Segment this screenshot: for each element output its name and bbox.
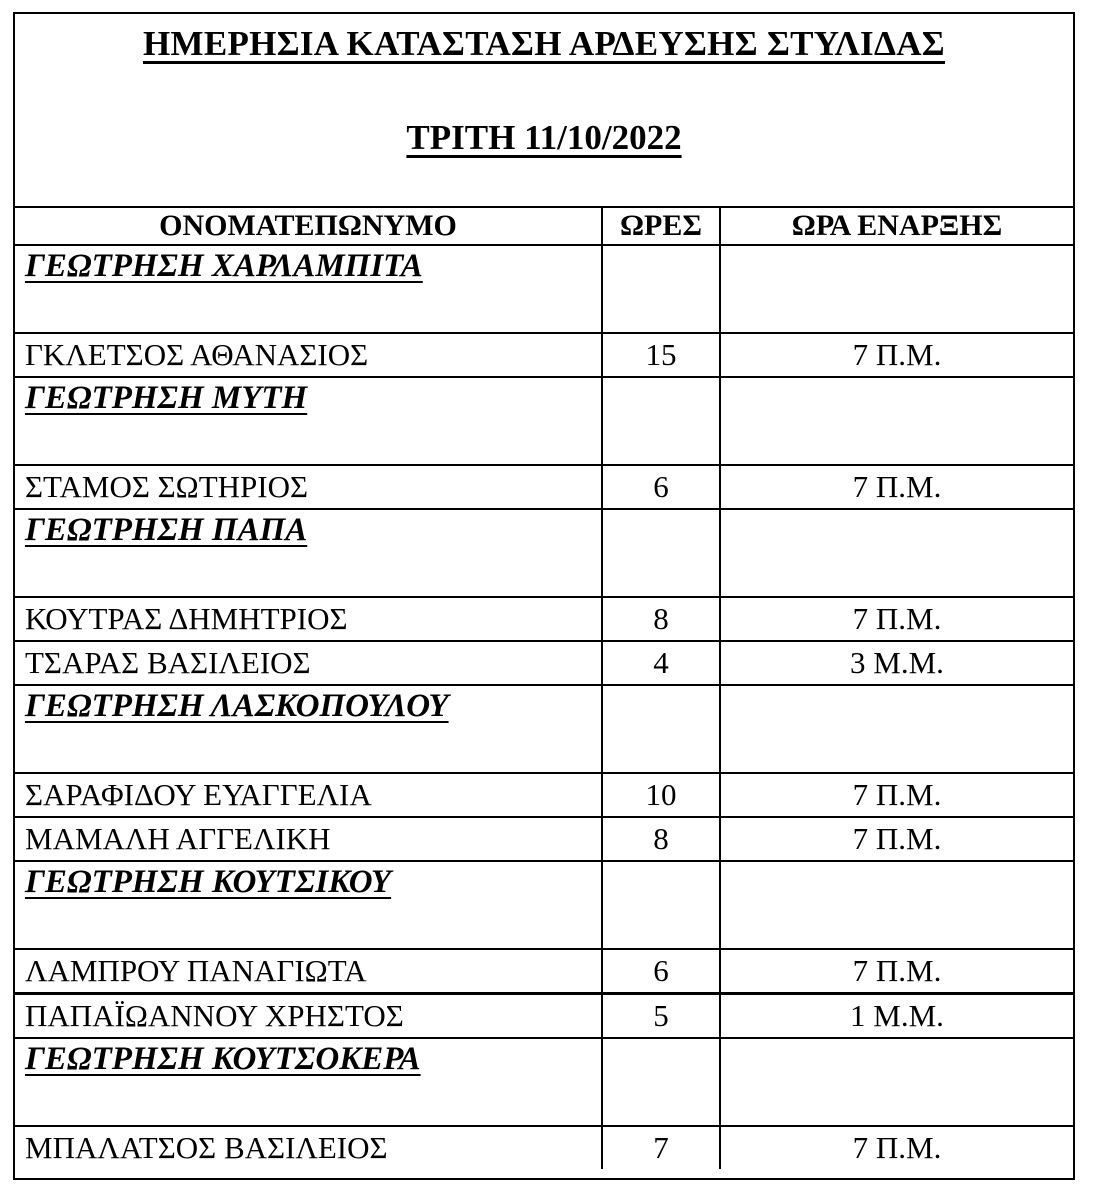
borehole-name: ΓΕΩΤΡΗΣΗ ΚΟΥΤΣΟΚΕΡΑ bbox=[25, 1041, 421, 1077]
borehole-name: ΓΕΩΤΡΗΣΗ ΜΥΤΗ bbox=[25, 380, 308, 416]
person-name: ΜΑΜΑΛΗ ΑΓΓΕΛΙΚΗ bbox=[15, 817, 602, 861]
column-header-start-time: ΩΡΑ ΕΝΑΡΞΗΣ bbox=[720, 208, 1073, 245]
person-name: ΓΚΛΕΤΣΟΣ ΑΘΑΝΑΣΙΟΣ bbox=[15, 333, 602, 377]
start-time-value: 7 Π.Μ. bbox=[720, 597, 1073, 641]
person-name: ΚΟΥΤΡΑΣ ΔΗΜΗΤΡΙΟΣ bbox=[15, 597, 602, 641]
hours-value: 8 bbox=[602, 597, 720, 641]
start-time-value: 7 Π.Μ. bbox=[720, 333, 1073, 377]
empty-cell bbox=[602, 685, 720, 773]
hours-value: 6 bbox=[602, 949, 720, 994]
hours-value: 15 bbox=[602, 333, 720, 377]
hours-value: 6 bbox=[602, 465, 720, 509]
column-header-hours: ΩΡΕΣ bbox=[602, 208, 720, 245]
empty-cell bbox=[602, 245, 720, 333]
empty-cell bbox=[602, 509, 720, 597]
empty-cell bbox=[720, 509, 1073, 597]
start-time-value: 1 Μ.Μ. bbox=[720, 994, 1073, 1039]
column-header-name: ΟΝΟΜΑΤΕΠΩΝΥΜΟ bbox=[15, 208, 602, 245]
hours-value: 4 bbox=[602, 641, 720, 685]
borehole-group-row bbox=[15, 861, 1073, 949]
empty-cell bbox=[720, 685, 1073, 773]
borehole-group-row bbox=[15, 245, 1073, 333]
borehole-group-row bbox=[15, 377, 1073, 465]
hours-value: 8 bbox=[602, 817, 720, 861]
document-date: ΤΡΙΤΗ 11/10/2022 bbox=[406, 118, 682, 157]
person-name: ΣΑΡΑΦΙΔΟΥ ΕΥΑΓΓΕΛΙΑ bbox=[15, 773, 602, 817]
borehole-group-row bbox=[15, 1038, 1073, 1126]
document-title: ΗΜΕΡΗΣΙΑ ΚΑΤΑΣΤΑΣΗ ΑΡΔΕΥΣΗΣ ΣΤΥΛΙΔΑΣ bbox=[143, 24, 945, 63]
empty-cell bbox=[602, 861, 720, 949]
start-time-value: 7 Π.Μ. bbox=[720, 949, 1073, 994]
borehole-name-cell bbox=[15, 509, 602, 597]
borehole-group-row bbox=[15, 685, 1073, 773]
borehole-name: ΓΕΩΤΡΗΣΗ ΚΟΥΤΣΙΚΟΥ bbox=[25, 864, 392, 900]
borehole-group-row bbox=[15, 509, 1073, 597]
start-time-value: 7 Π.Μ. bbox=[720, 773, 1073, 817]
table-row bbox=[15, 1126, 1073, 1169]
table-row bbox=[15, 773, 1073, 817]
start-time-value: 7 Π.Μ. bbox=[720, 1126, 1073, 1169]
borehole-name-cell bbox=[15, 377, 602, 465]
empty-cell bbox=[720, 1038, 1073, 1126]
person-name: ΛΑΜΠΡΟΥ ΠΑΝΑΓΙΩΤΑ bbox=[15, 949, 602, 994]
table-header-row bbox=[15, 208, 1073, 245]
start-time-value: 3 Μ.Μ. bbox=[720, 641, 1073, 685]
empty-cell bbox=[602, 1038, 720, 1126]
table-row bbox=[15, 333, 1073, 377]
hours-value: 10 bbox=[602, 773, 720, 817]
hours-value: 7 bbox=[602, 1126, 720, 1169]
borehole-name: ΓΕΩΤΡΗΣΗ ΛΑΣΚΟΠΟΥΛΟΥ bbox=[25, 688, 449, 724]
schedule-table bbox=[15, 208, 1073, 1169]
start-time-value: 7 Π.Μ. bbox=[720, 465, 1073, 509]
table-row bbox=[15, 994, 1073, 1039]
borehole-name: ΓΕΩΤΡΗΣΗ ΧΑΡΛΑΜΠΙΤΑ bbox=[25, 248, 423, 284]
document-header bbox=[15, 14, 1073, 208]
person-name: ΠΑΠΑΪΩΑΝΝΟΥ ΧΡΗΣΤΟΣ bbox=[15, 994, 602, 1039]
empty-cell bbox=[720, 377, 1073, 465]
table-row bbox=[15, 597, 1073, 641]
table-row bbox=[15, 465, 1073, 509]
person-name: ΣΤΑΜΟΣ ΣΩΤΗΡΙΟΣ bbox=[15, 465, 602, 509]
table-row bbox=[15, 641, 1073, 685]
person-name: ΜΠΑΛΑΤΣΟΣ ΒΑΣΙΛΕΙΟΣ bbox=[15, 1126, 602, 1169]
start-time-value: 7 Π.Μ. bbox=[720, 817, 1073, 861]
empty-cell bbox=[602, 377, 720, 465]
empty-cell bbox=[720, 861, 1073, 949]
empty-cell bbox=[720, 245, 1073, 333]
hours-value: 5 bbox=[602, 994, 720, 1039]
irrigation-schedule-sheet bbox=[13, 12, 1075, 1180]
borehole-name-cell bbox=[15, 1038, 602, 1126]
borehole-name-cell bbox=[15, 245, 602, 333]
person-name: ΤΣΑΡΑΣ ΒΑΣΙΛΕΙΟΣ bbox=[15, 641, 602, 685]
borehole-name: ΓΕΩΤΡΗΣΗ ΠΑΠΑ bbox=[25, 512, 308, 548]
borehole-name-cell bbox=[15, 685, 602, 773]
table-row bbox=[15, 949, 1073, 994]
table-row bbox=[15, 817, 1073, 861]
borehole-name-cell bbox=[15, 861, 602, 949]
